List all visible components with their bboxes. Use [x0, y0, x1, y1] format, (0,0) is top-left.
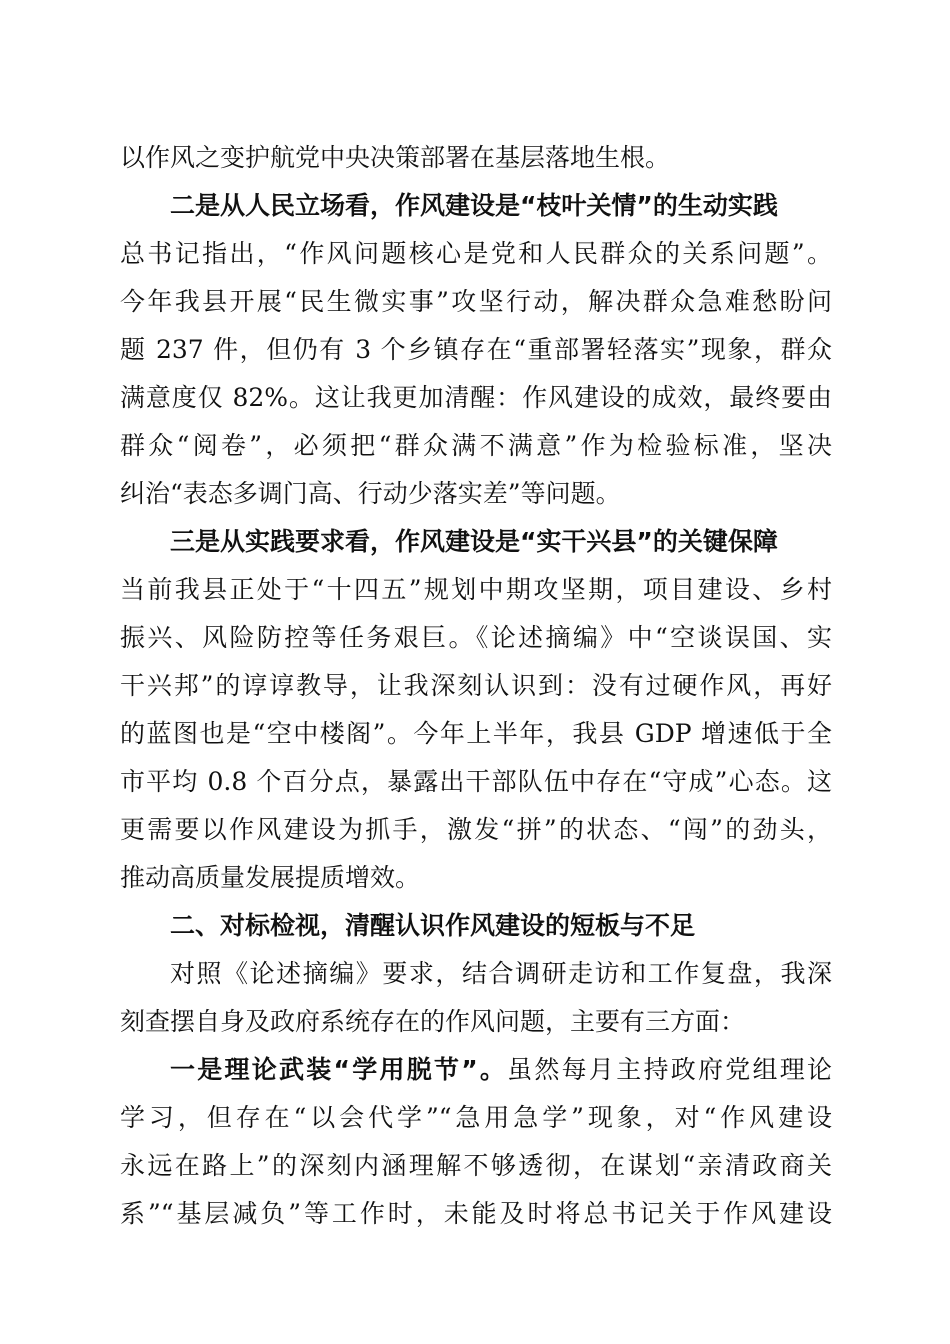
paragraph-line: 推动高质量发展提质增效。 — [120, 863, 421, 892]
paragraph-line: 满意度仅 82%。这让我更加清醒：作风建设的成效，最终要由 — [120, 383, 832, 412]
paragraph-line: 干兴邦”的谆谆教导，让我深刻认识到：没有过硬作风，再好 — [120, 671, 832, 700]
section-heading: 二、对标检视，清醒认识作风建设的短板与不足 — [170, 911, 696, 940]
paragraph-line: 当前我县正处于“十四五”规划中期攻坚期，项目建设、乡村 — [120, 575, 832, 604]
document-page — [120, 134, 832, 1238]
subheading-practice-requirement: 三是从实践要求看，作风建设是“实干兴县”的关键保障 — [170, 527, 778, 556]
lead-phrase: 一是理论武装“学用脱节”。 — [170, 1055, 508, 1084]
paragraph-text: 虽然每月主持政府党组理论 — [507, 1055, 832, 1084]
paragraph-line — [120, 1046, 832, 1094]
paragraph-line: 以作风之变护航党中央决策部署在基层落地生根。 — [120, 143, 671, 172]
paragraph-line: 今年我县开展“民生微实事”攻坚行动，解决群众急难愁盼问 — [120, 287, 832, 316]
paragraph-line: 市平均 0.8 个百分点，暴露出干部队伍中存在“守成”心态。这 — [120, 767, 832, 796]
paragraph-line: 振兴、风险防控等任务艰巨。《论述摘编》中“空谈误国、实 — [120, 623, 832, 652]
paragraph-line: 纠治“表态多调门高、行动少落实差”等问题。 — [120, 479, 621, 508]
paragraph-line: 系”“基层减负”等工作时，未能及时将总书记关于作风建设 — [120, 1199, 832, 1228]
paragraph-line: 对照《论述摘编》要求，结合调研走访和工作复盘，我深 — [170, 959, 832, 988]
paragraph-line: 刻查摆自身及政府系统存在的作风问题，主要有三方面： — [120, 1007, 746, 1036]
paragraph-line: 永远在路上”的深刻内涵理解不够透彻，在谋划“亲清政商关 — [120, 1151, 832, 1180]
paragraph-line: 的蓝图也是“空中楼阁”。今年上半年，我县 GDP 增速低于全 — [120, 719, 832, 748]
paragraph-line: 学习，但存在“以会代学”“急用急学”现象，对“作风建设 — [120, 1103, 832, 1132]
paragraph-line: 更需要以作风建设为抓手，激发“拼”的状态、“闯”的劲头， — [120, 815, 832, 844]
paragraph-line: 总书记指出，“作风问题核心是党和人民群众的关系问题”。 — [120, 239, 832, 268]
paragraph-line: 题 237 件，但仍有 3 个乡镇存在“重部署轻落实”现象，群众 — [120, 335, 832, 364]
subheading-people-stance: 二是从人民立场看，作风建设是“枝叶关情”的生动实践 — [170, 191, 778, 220]
paragraph-line: 群众“阅卷”，必须把“群众满不满意”作为检验标准，坚决 — [120, 431, 832, 460]
